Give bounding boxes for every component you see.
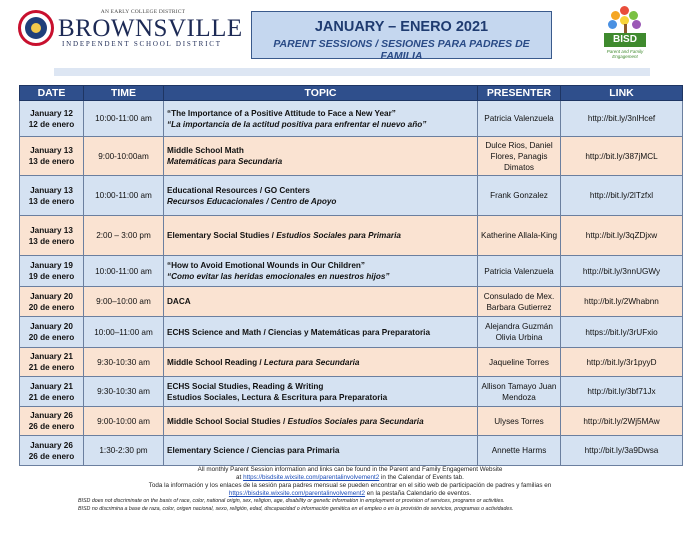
footer-line-es-url: https://bisdsite.wixsite.com/parentalinvolvement2 en la pestaña Calendario de eventos. — [228, 490, 472, 497]
title-box — [251, 11, 552, 62]
session-presenter: Alejandra Guzmán Olivia Urbina — [478, 317, 561, 348]
session-time: 9:00-10:00 am — [84, 407, 164, 436]
table-row — [20, 137, 683, 176]
col-link: LINK — [561, 86, 683, 101]
nondiscrimination-es: BISD no discrimina a base de raza, color, origen nacional, sexo, religión, edad, discapacidad o información genética en el empleo o en la provisión de servicios, programas o actividades. — [78, 505, 514, 512]
sessions-table — [19, 85, 683, 466]
district-tagline: AN EARLY COLLEGE DISTRICT — [100, 9, 186, 15]
bisd-logo-tag: Parent and Family Engagement — [606, 49, 644, 59]
session-topic: ECHS Science and Math / Ciencias y Matemáticas para Preparatoria — [164, 317, 478, 348]
session-presenter: Dulce Rios, Daniel Flores, Panagis Dimatos — [478, 137, 561, 176]
session-time: 10:00–11:00 am — [84, 317, 164, 348]
session-topic: Middle School Math Matemáticas para Secundaria — [164, 137, 478, 176]
session-time: 9:00–10:00 am — [84, 287, 164, 317]
footer-notes — [80, 466, 620, 513]
session-time: 9:30-10:30 am — [84, 348, 164, 377]
district-seal — [18, 10, 54, 46]
bisd-logo — [594, 6, 656, 58]
col-time: TIME — [84, 86, 164, 101]
session-link[interactable]: http://bit.ly/2Whabnn — [561, 287, 683, 317]
session-topic: Elementary Social Studies / Estudios Sociales para Primaria — [164, 216, 478, 256]
table-row — [20, 216, 683, 256]
session-topic: ECHS Social Studies, Reading & Writing Estudios Sociales, Lectura & Escritura para Preparatoria — [164, 377, 478, 407]
session-link[interactable]: http://bit.ly/3nnUGWy — [561, 256, 683, 287]
session-link[interactable]: http://bit.ly/3nlHcef — [561, 101, 683, 137]
table-row — [20, 287, 683, 317]
session-date: January 12 12 de enero — [20, 101, 84, 137]
session-topic: “The Importance of a Positive Attitude to Face a New Year” “La importancia de la actitud positiva para enfrentar el nuevo año” — [164, 101, 478, 137]
page-subtitle: PARENT SESSIONS / SESIONES PARA PADRES DE FAMILIA — [273, 38, 530, 62]
session-date: January 13 13 de enero — [20, 176, 84, 216]
bisd-logo-text: BISD — [604, 33, 646, 47]
session-date: January 13 13 de enero — [20, 137, 84, 176]
parent-website-link-es[interactable]: https://bisdsite.wixsite.com/parentalinvolvement2 — [228, 490, 366, 497]
session-topic: Middle School Social Studies / Estudios Sociales para Secundaria — [164, 407, 478, 436]
table-row — [20, 436, 683, 466]
session-link[interactable]: http://bit.ly/3bf71Jx — [561, 377, 683, 407]
table-row — [20, 317, 683, 348]
table-header — [20, 86, 683, 101]
table-row — [20, 101, 683, 137]
district-name: BROWNSVILLE — [58, 15, 243, 42]
session-presenter: Jaqueline Torres — [478, 348, 561, 377]
tree-icon — [608, 6, 642, 32]
table-row — [20, 348, 683, 377]
table-row — [20, 407, 683, 436]
page-title: JANUARY – ENERO 2021 — [314, 19, 489, 35]
col-date: DATE — [20, 86, 84, 101]
session-topic: Middle School Reading / Lectura para Secundaria — [164, 348, 478, 377]
footer-line-es: Toda la información y los enlaces de la sesión para padres mensual se pueden encontrar en el sitio web de participación de padres y familias en — [148, 482, 552, 489]
session-date: January 19 19 de enero — [20, 256, 84, 287]
table-row — [20, 377, 683, 407]
table-row — [20, 256, 683, 287]
footer-line-en-url: at https://bisdsite.wixsite.com/parentalinvolvement2 in the Calendar of Events tab. — [236, 474, 464, 481]
nondiscrimination-en: BISD does not discriminate on the basis of race, color, national origin, sex, religion, age, disability or genetic information in employment or provision of services, programs or activities. — [78, 498, 505, 504]
session-time: 10:00-11:00 am — [84, 176, 164, 216]
session-presenter: Annette Harms — [478, 436, 561, 466]
session-link[interactable]: http://bit.ly/387jMCL — [561, 137, 683, 176]
session-presenter: Katherine Allala-King — [478, 216, 561, 256]
table-row — [20, 176, 683, 216]
parent-website-link[interactable]: https://bisdsite.wixsite.com/parentalinvolvement2 — [243, 474, 380, 481]
session-date: January 20 20 de enero — [20, 317, 84, 348]
session-link[interactable]: http://bit.ly/3qZDjxw — [561, 216, 683, 256]
session-presenter: Patricia Valenzuela — [478, 256, 561, 287]
col-topic: TOPIC — [164, 86, 478, 101]
session-date: January 26 26 de enero — [20, 436, 84, 466]
session-presenter: Allison Tamayo Juan Mendoza — [478, 377, 561, 407]
session-link[interactable]: http://bit.ly/3r1pyyD — [561, 348, 683, 377]
session-date: January 21 21 de enero — [20, 348, 84, 377]
session-time: 10:00-11:00 am — [84, 101, 164, 137]
session-date: January 20 20 de enero — [20, 287, 84, 317]
col-presenter: PRESENTER — [478, 86, 561, 101]
session-link[interactable]: http://bit.ly/3a9Dwsa — [561, 436, 683, 466]
session-presenter: Ulyses Torres — [478, 407, 561, 436]
session-link[interactable]: http://bit.ly/2Wj5MAw — [561, 407, 683, 436]
session-topic: Educational Resources / GO Centers Recursos Educacionales / Centro de Apoyo — [164, 176, 478, 216]
session-presenter: Patricia Valenzuela — [478, 101, 561, 137]
session-time: 9:30-10:30 am — [84, 377, 164, 407]
session-date: January 13 13 de enero — [20, 216, 84, 256]
session-time: 1:30-2:30 pm — [84, 436, 164, 466]
session-presenter: Consulado de Mex. Barbara Gutierrez — [478, 287, 561, 317]
divider-bar — [54, 68, 650, 76]
session-time: 10:00-11:00 am — [84, 256, 164, 287]
session-presenter: Frank Gonzalez — [478, 176, 561, 216]
session-date: January 21 21 de enero — [20, 377, 84, 407]
session-topic: DACA — [164, 287, 478, 317]
session-date: January 26 26 de enero — [20, 407, 84, 436]
session-link[interactable]: http://bit.ly/2lTzfxl — [561, 176, 683, 216]
district-subtitle: INDEPENDENT SCHOOL DISTRICT — [62, 40, 222, 48]
session-link[interactable]: https://bit.ly/3rUFxio — [561, 317, 683, 348]
footer-line-en: All monthly Parent Session information and links can be found in the Parent and Family Engagement Website — [197, 466, 503, 473]
session-time: 2:00 – 3:00 pm — [84, 216, 164, 256]
session-topic: “How to Avoid Emotional Wounds in Our Children” “Como evitar las heridas emocionales en nuestros hijos” — [164, 256, 478, 287]
session-time: 9:00-10:00am — [84, 137, 164, 176]
session-topic: Elementary Science / Ciencias para Primaria — [164, 436, 478, 466]
